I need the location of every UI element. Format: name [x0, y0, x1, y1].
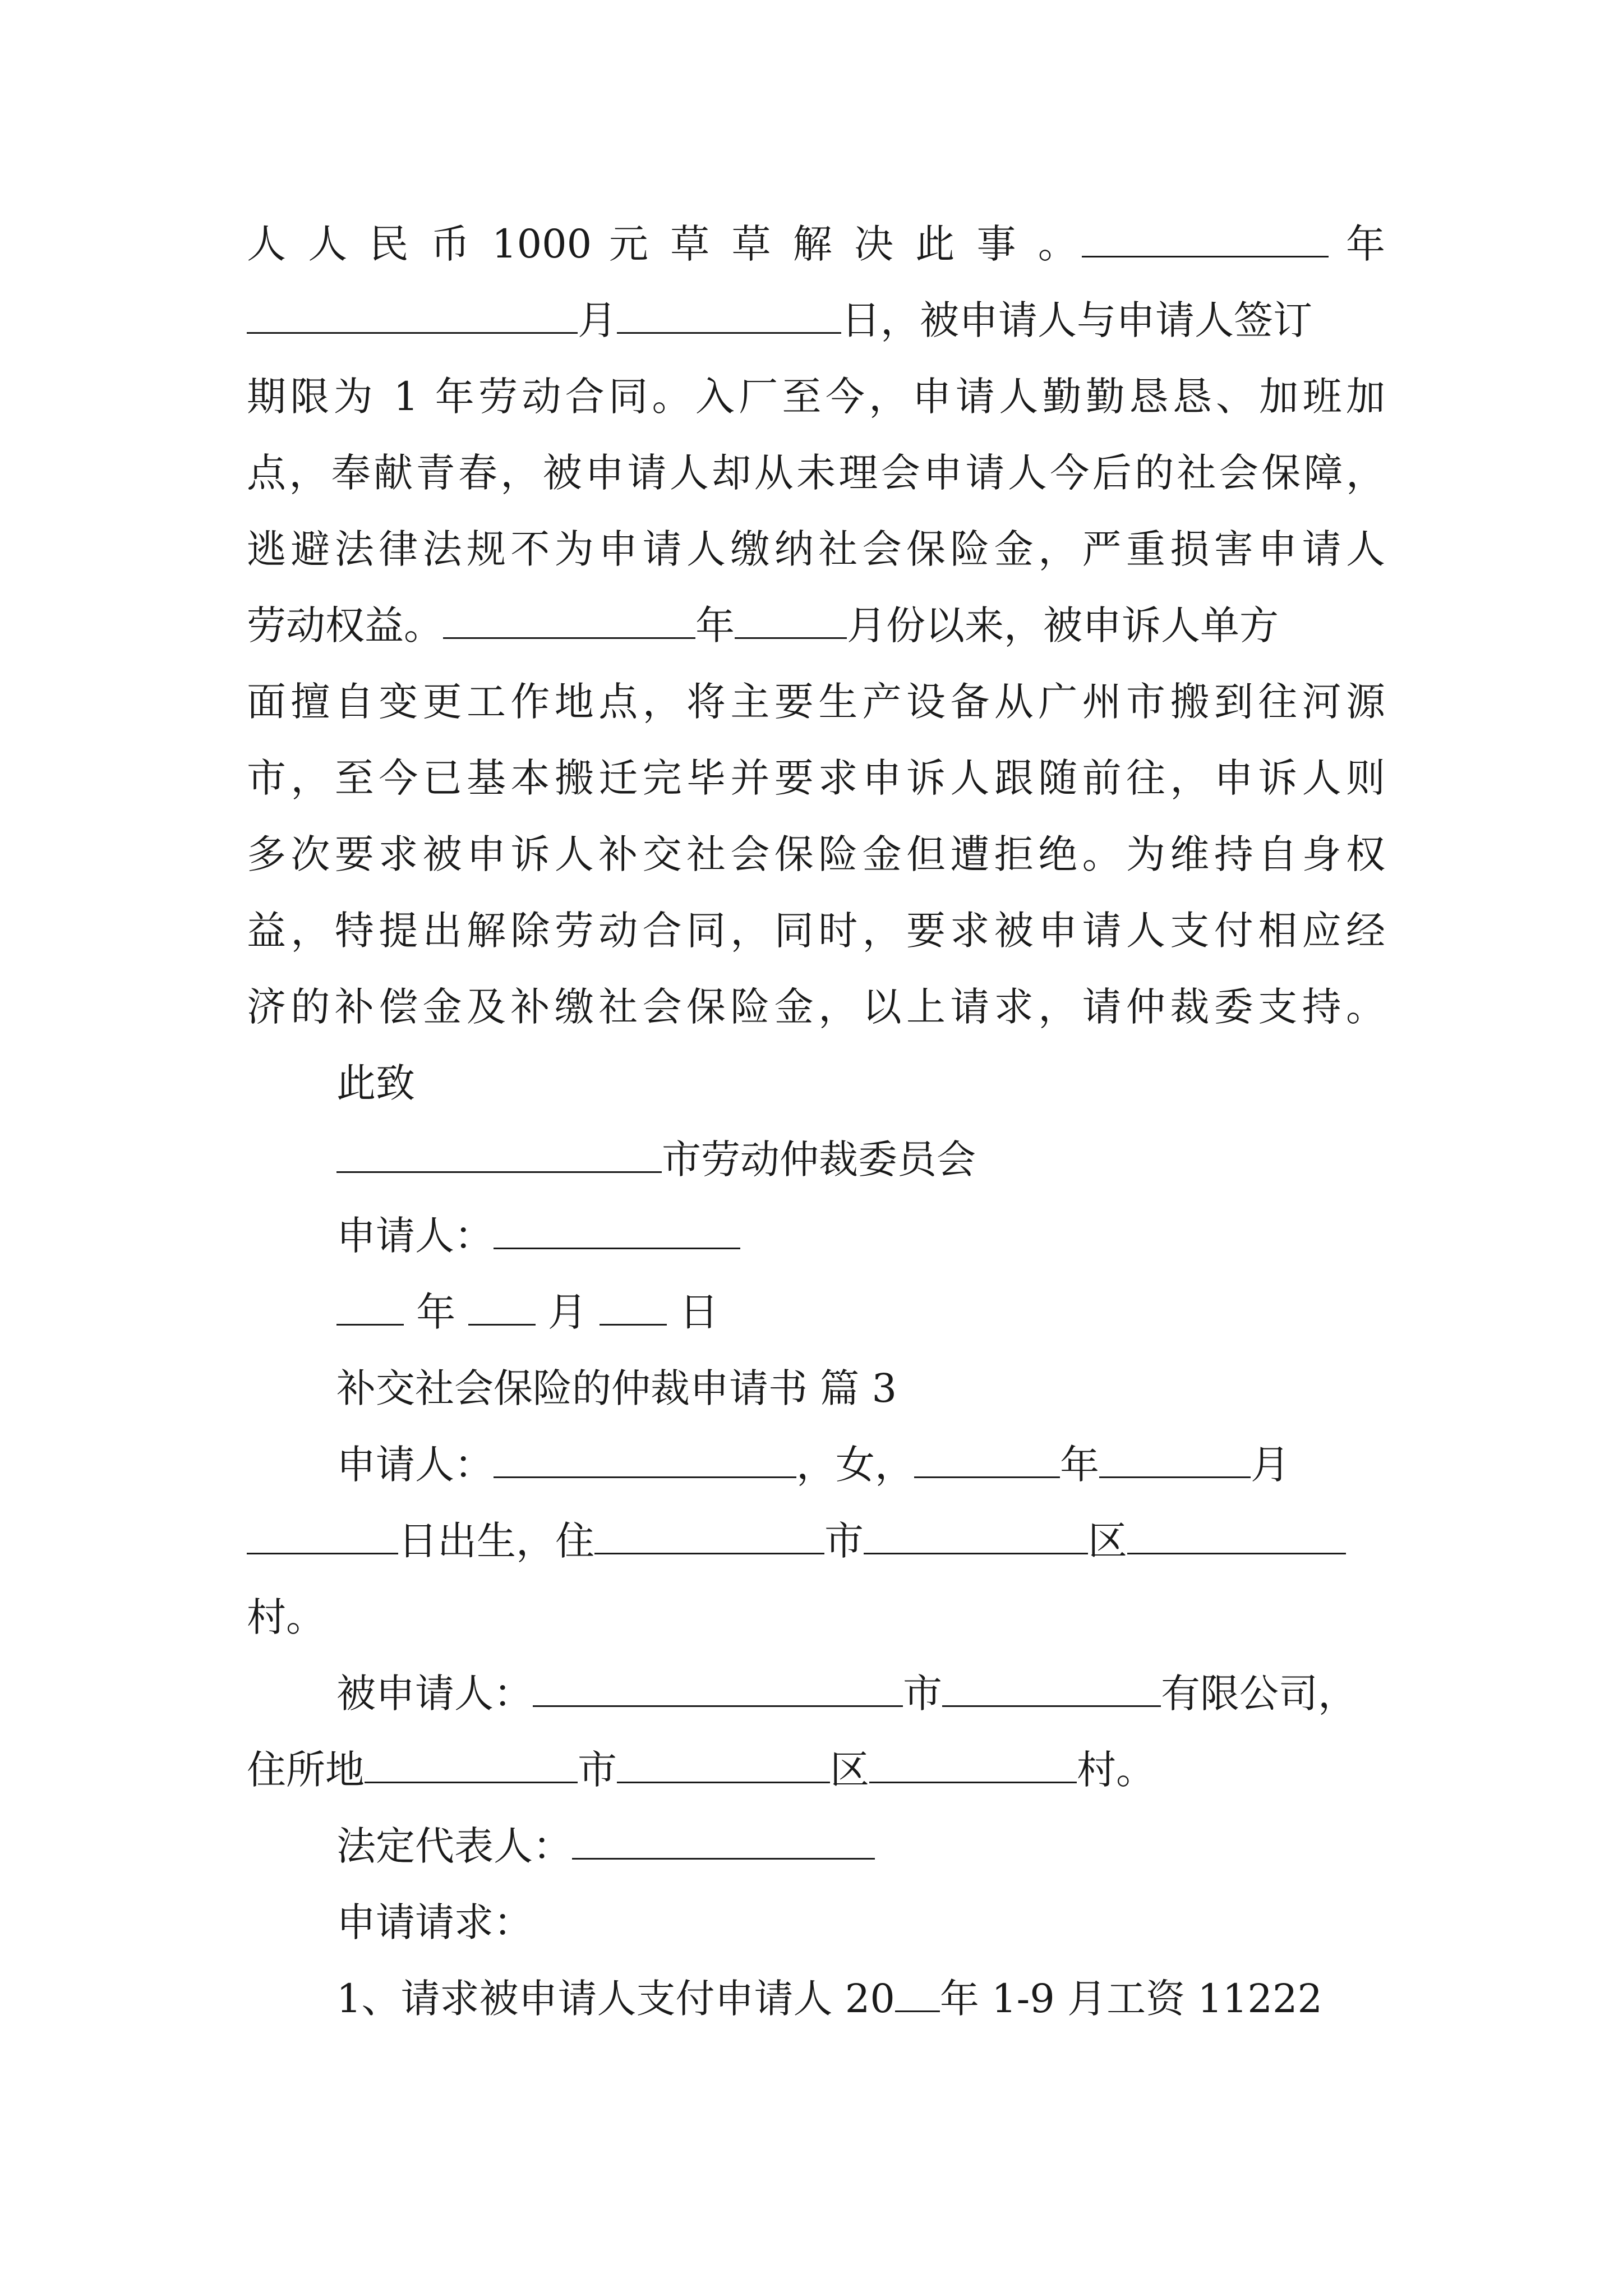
- blank-underline: [533, 1665, 903, 1707]
- text-segment: 日: [667, 1289, 719, 1335]
- text-segment: 市劳动仲裁委员会: [662, 1137, 976, 1182]
- paragraph-line: [247, 1739, 1385, 1801]
- text-segment: 月: [1251, 1442, 1290, 1488]
- blank-underline: [864, 1512, 1088, 1554]
- text-segment: 多次要求被申诉人补交社会保险金但遭拒绝。为维持自身权: [247, 831, 1385, 877]
- paragraph-line: [247, 900, 1385, 961]
- text-segment: 年: [1060, 1442, 1099, 1488]
- signature-line: [336, 1205, 1385, 1267]
- blank-underline: [895, 1970, 940, 2012]
- text-segment: 点，奉献青春，被申请人却从未理会申请人今后的社会保障，: [247, 450, 1385, 496]
- recipient-line: [336, 1129, 1385, 1190]
- text-segment: 月: [578, 297, 617, 343]
- text-segment: 年: [695, 602, 735, 648]
- paragraph-line: [247, 289, 1385, 351]
- text-segment: 此致: [336, 1060, 415, 1106]
- paragraph-line: [336, 1968, 1385, 2030]
- text-segment: 有限公司，: [1161, 1671, 1357, 1717]
- blank-underline: [1082, 215, 1329, 257]
- blank-underline: [247, 292, 578, 334]
- blank-underline: [336, 1131, 662, 1173]
- blank-underline: [600, 1283, 667, 1326]
- blank-underline: [735, 597, 847, 639]
- section-heading: [336, 1358, 1385, 1419]
- paragraph-line: [247, 595, 1385, 656]
- text-segment: 逃避法律法规不为申请人缴纳社会保险金，严重损害申请人: [247, 526, 1385, 572]
- blank-underline: [914, 1436, 1060, 1478]
- blank-underline: [869, 1741, 1077, 1783]
- paragraph-line: [247, 518, 1385, 580]
- text-segment: 申请请求：: [336, 1899, 533, 1945]
- paragraph-line: [247, 213, 1385, 275]
- blank-underline: [617, 1741, 830, 1783]
- text-segment: 人 人 民 币 1000 元 草 草 解 决 此 事 。: [247, 221, 1082, 267]
- text-segment: 市: [903, 1671, 942, 1717]
- text-segment: 住所地: [247, 1747, 365, 1793]
- date-line: [336, 1281, 1385, 1343]
- text-segment: 年: [1329, 221, 1385, 267]
- blank-underline: [365, 1741, 578, 1783]
- text-segment: 济的补偿金及补缴社会保险金，以上请求，请仲裁委支持。: [247, 984, 1385, 1030]
- text-segment: 月: [535, 1289, 600, 1335]
- text-segment: 申请人：: [336, 1442, 494, 1488]
- text-segment: 月份以来，被申诉人单方: [847, 602, 1279, 648]
- text-segment: 村。: [247, 1594, 325, 1640]
- text-segment: 面擅自变更工作地点，将主要生产设备从广州市搬到往河源: [247, 679, 1385, 725]
- text-segment: 市: [824, 1518, 864, 1564]
- text-segment: 年 1-9 月工资 11222: [939, 1976, 1323, 2022]
- blank-underline: [494, 1207, 740, 1249]
- salutation: [336, 1052, 1385, 1114]
- blank-underline: [468, 1283, 536, 1326]
- text-segment: 1、请求被申请人支付申请人 20: [336, 1976, 895, 2022]
- text-segment: 日，被申请人与申请人签订: [841, 297, 1312, 343]
- text-segment: 村。: [1077, 1747, 1155, 1793]
- text-segment: ，女，: [796, 1442, 914, 1488]
- paragraph-line: [247, 823, 1385, 885]
- text-segment: 区: [830, 1747, 869, 1793]
- blank-underline: [494, 1436, 796, 1478]
- paragraph-line: [247, 1586, 1385, 1648]
- blank-underline: [1127, 1512, 1346, 1554]
- paragraph-line: [247, 442, 1385, 504]
- text-segment: 日出生，住: [398, 1518, 594, 1564]
- paragraph-line: [247, 671, 1385, 733]
- text-segment: 期限为 1 年劳动合同。入厂至今，申请人勤勤恳恳、加班加: [247, 374, 1385, 420]
- paragraph-line: [336, 1663, 1385, 1724]
- blank-underline: [594, 1512, 824, 1554]
- blank-underline: [572, 1818, 875, 1860]
- text-segment: 区: [1088, 1518, 1127, 1564]
- blank-underline: [1099, 1436, 1251, 1478]
- blank-underline: [247, 1512, 398, 1554]
- text-segment: 被申请人：: [336, 1671, 533, 1717]
- section-heading: [336, 1892, 1385, 1953]
- blank-underline: [336, 1283, 404, 1326]
- text-segment: 申请人：: [336, 1213, 494, 1259]
- text-segment: 劳动权益。: [247, 602, 443, 648]
- text-segment: 益，特提出解除劳动合同，同时，要求被申请人支付相应经: [247, 908, 1385, 954]
- text-segment: 市，至今已基本搬迁完毕并要求申诉人跟随前往，申诉人则: [247, 755, 1385, 801]
- paragraph-line: [336, 1434, 1385, 1496]
- paragraph-line: [247, 747, 1385, 809]
- text-segment: 法定代表人：: [336, 1823, 572, 1869]
- text-segment: 补交社会保险的仲裁申请书 篇 3: [336, 1365, 897, 1411]
- text-segment: 市: [578, 1747, 617, 1793]
- paragraph-line: [247, 1510, 1385, 1572]
- paragraph-line: [247, 366, 1385, 427]
- blank-underline: [942, 1665, 1161, 1707]
- blank-underline: [443, 597, 695, 639]
- paragraph-line: [336, 1815, 1385, 1877]
- paragraph-line: [247, 976, 1385, 1038]
- text-segment: 年: [404, 1289, 468, 1335]
- blank-underline: [617, 292, 841, 334]
